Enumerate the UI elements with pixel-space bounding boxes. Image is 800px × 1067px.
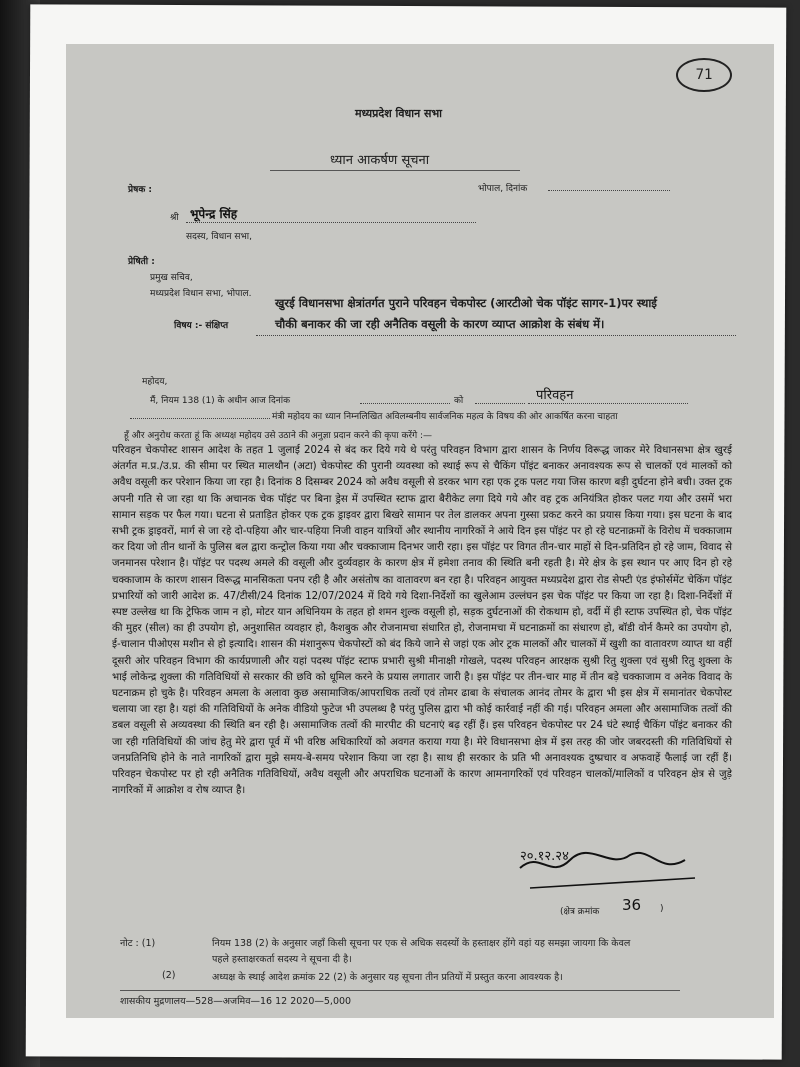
note1-line2: पहले हस्ताक्षरकर्ता सदस्य ने सूचना दी है। <box>212 954 352 965</box>
assembly-title: मध्यप्रदेश विधान सभा <box>355 107 443 120</box>
recipient-line2: मध्यप्रदेश विधान सभा, भोपाल. <box>150 289 252 299</box>
rule-text2: को <box>454 396 464 406</box>
sender-name: भूपेन्द्र सिंह <box>190 207 238 221</box>
recipient-label: प्रेषिती : <box>128 257 155 267</box>
place-date-label: भोपाल, दिनांक <box>478 184 528 194</box>
handwritten-department: परिवहन <box>536 388 574 403</box>
recipient-line1: प्रमुख सचिव, <box>150 273 193 283</box>
note2-label: (2) <box>162 970 176 981</box>
page-number-circle: 71 <box>676 58 732 92</box>
blank-line <box>130 418 270 419</box>
subject-line2: चौकी बनाकर की जा रही अनैतिक वसूली के कारण व्याप्त आक्रोश के संबंध में। <box>275 317 605 331</box>
title-underline <box>270 170 520 171</box>
rule-text3: मंत्री महोदय का ध्यान निम्नलिखित अविलम्बनीय सार्वजनिक महत्व के विषय की ओर आकर्षित करना चाहता <box>272 412 618 422</box>
greeting: महोदय, <box>142 377 168 387</box>
dept-line <box>528 403 688 404</box>
note-label: नोट : (1) <box>120 938 156 949</box>
subject-line <box>256 335 736 336</box>
subject-line1: खुरई विधानसभा क्षेत्रांतर्गत पुराने परिवहन चेकपोस्ट (आरटीओ चेक पॉइंट सागर-1)पर स्थाई <box>275 296 657 310</box>
sender-name-line <box>186 222 476 223</box>
date-field <box>548 190 670 191</box>
signature-date: २०.१२.२४ <box>520 849 569 864</box>
constituency-label: (क्षेत्र क्रमांक <box>560 907 600 917</box>
footer-rule <box>120 990 680 991</box>
rule-text4: हूँ और अनुरोध करता हूं कि अध्यक्ष महोदय उसे उठाने की अनुज्ञा प्रदान करने की कृपा करेंगे :— <box>124 431 433 441</box>
notice-title: ध्यान आकर्षण सूचना <box>330 153 430 168</box>
date-blank <box>360 403 450 404</box>
subject-label: विषय :- संक्षिप्त <box>174 321 229 331</box>
sender-designation: सदस्य, विधान सभा, <box>186 232 252 242</box>
sender-label: प्रेषक : <box>128 185 152 195</box>
note1-line1: नियम 138 (2) के अनुसार जहाँ किसी सूचना पर एक से अधिक सदस्यों के हस्ताक्षर होंगे वहां यह समझा जायगा कि केवल <box>212 938 631 949</box>
constituency-number: 36 <box>622 896 642 914</box>
dept-blank <box>475 403 525 404</box>
notice-body: परिवहन चेकपोस्ट शासन आदेश के तहत 1 जुलाई 2024 से बंद कर दिये गये थे परंतु परिवहन विभाग द्वारा शासन के निर्णय विरूद्ध जाकर मेरे विधानसभा क्षेत्र खुरई अंतर्गत म.प्र./उ.प्र. की सीमा पर स्थित मालथौन (अटा) चेकपोस्ट की पुरानी व्यवस्था को स्थाई रूप से चैकिंग पॉइंट बनाकर अनावश्यक रूप से चालकों एवं मालकों को अवैध वसूली कर परेशान किया जा रहा है। दिनांक 8 दिसम्बर 2024 को अवैध वसूली से डरकर भाग रहा एक ट्रक पलट गया जिस कारण बड़ी दुर्घटना होने बची। उक्त ट्रक अपनी गति से जा रहा था कि अचानक चेक पॉइंट पर बिना ड्रेस में उपस्थित स्टाफ द्वारा बैरीकेट लगा दिये गये और वह ट्रक अनियंत्रित होकर पलट गया और उसमें भरा सामान सड़क पर फैल गया। घटना से प्रताड़ित होकर एक ट्रक ड्राइवर द्वारा बिखरे सामान पर तेल डालकर अपना गुस्सा प्रकट करने का प्रयास किया गया। इस घटना के बाद सभी ट्रक ड्राइवरों, मार्ग से जा रहे दो-पहिया और चार-पहिया निजी वाहन यात्रियों और स्थानीय नागरिकों ने आये दिन इस पॉइंट पर हो रहे घटनाक्रमों के विरोध में चक्काजाम कर दिया जो तीन थानों के पुलिस बल द्वारा कन्ट्रोल किया गया और चक्काजाम दिनभर जारी रहा। इस पॉइंट पर विगत तीन-चार माहों से दिन-प्रतिदिन हो रहे जाम, विवाद से जनमानस परेशान है। पॉइंट पर पदस्थ अमले की वसूली और दुर्व्यवहार के कारण क्षेत्र में हमेशा तनाव की स्थिति बनी रहती है। मेरे क्षेत्र के इस स्थान पर आए दिन हो रहे चक्काजाम के कारण शासन विरूद्ध मानसिकता पनप रही है और असंतोष का वातावरण बन रहा है। परिवहन आयुक्त मध्यप्रदेश द्वारा रोड सेफ्टी एंड इंफोर्समेंट चेकिंग पॉइंट प्रभारियों को जारी आदेश क्र. 47/टीसी/24 दिनांक 12/07/2024 में दिये गये दिशा-निर्देशों का खुलेआम उल्लंघन इस चेक पॉइंट पर किया जा रहा है। दिशा-निर्देशों में स्पष्ट उल्लेख था कि ट्रेफिक जाम न हो, मोटर यान अधिनियम के तहत हो शमन शुल्क वसूली हो, सड़क दुर्घटनाओं की रोकथाम हो, वर्दी में ही स्टाफ उपस्थित हो, चेक पॉइंट की मुहर (सील) का ही उपयोग हो, अनुशासित व्यवहार हो, कैशबुक और रोजनामचा संधारित हो, रोजनामचा में घटनाक्रमों का संधारण हो, बॉडी वोर्न कैमरे का उपयोग हो, ई-चालान पीओएस मशीन से हो इत्यादि। शासन की मंशानुरूप चेकपोस्टों को बंद किये जाने से जहां एक ओर ट्रक मालकों और चालकों में खुशी का वातावरण व्याप्त था वहीं दूसरी ओर परिवहन विभाग की कार्यप्रणाली और यहां पदस्थ पॉइंट स्टाफ प्रभारी सुश्री मीनाक्षी गोखले, पदस्थ परिवहन आरक्षक सुश्री रितु शुक्ला एवं सुश्री रितु शुक्ला के भाई लोकेन्द्र शुक्ला की गतिविधियों से सरकार की छवि को धूमिल करने के प्रयास लगातार जारी है। इस पॉइंट पर तीन-चार माह में तीन बड़े चक्काजाम व अनेक विवाद के घटनाक्रम हो चुके है। परिवहन अमला के अलावा कुछ असामाजिक/आपराधिक तत्वों एवं तोमर ढाबा के संचालक आनंद तोमर के द्वारा भी इस क्षेत्र में समानांतर चेकपोस्ट चलाया जा रहा है। यहां की गतिविधियों के अनेक वीडियो फुटेज भी उपलब्ध है परंतु पुलिस द्वारा भी कोई कार्रवाई नहीं की गई। परिवहन अमला और असामाजिक तत्वों की डबल वसूली से अव्यवस्था की स्थिति बन रही है। असामाजिक तत्वों की मारपीट की घटनाएं बढ़ रहीं हैं। इस परिवहन चेकपोस्ट पर 24 घंटे स्थाई चैकिंग पॉइंट बनाकर की जा रही गतिविधियों की जांच हेतु मेरे द्वारा पूर्व में भी वरिष्ठ अधिकारियों को अवगत कराया गया है। मेरे विधानसभा क्षेत्र में इस तरह की जोर जबरदस्ती की गतिविधियों से जनप्रतिनिधि होने के नाते नागरिकों द्वारा मुझे समय-बे-समय परेशान किया जा रहा है। साथ ही सरकार के प्रति भी अनावश्यक दुष्प्रचार व अफवाहें फैलाई जा रहीं हैं। परिवहन चेकपोस्ट पर हो रही अनैतिक गतिविधियों, अवैध वसूली और अपराधिक घटनाओं के कारण आमनागरिकों एवं परिवहन चालकों/मालिकों व परिवहन क्षेत्र से जुड़े नागरिकों में आक्रोश व रोष व्याप्त है। <box>112 445 732 797</box>
printer-footer: शासकीय मुद्रणालय—528—अजमिव—16 12 2020—5,000 <box>120 996 352 1007</box>
salutation: श्री <box>170 213 179 223</box>
rule-text1: मैं, नियम 138 (1) के अधीन आज दिनांक <box>150 396 290 406</box>
note2-text: अध्यक्ष के स्थाई आदेश क्रमांक 22 (2) के अनुसार यह सूचना तीन प्रतियों में प्रस्तुत करना आवश्यक है। <box>212 972 563 983</box>
